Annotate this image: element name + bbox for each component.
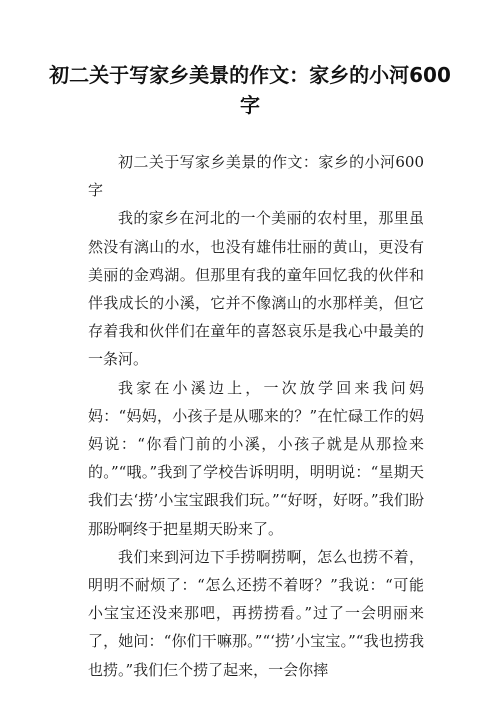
paragraph-subtitle: 初二关于写家乡美景的作文：家乡的小河600字 [88, 153, 424, 200]
paragraph: 我的家乡在河北的一个美丽的农村里，那里虽然没有漓山的水，也没有雄伟壮丽的黄山，更没有美丽的金鸡湖。但那里有我的童年回忆我的伙伴和伴我成长的小溪，它并不像漓山的水那样美，但它存着我和伙伴们在童年的喜怒哀乐是我心中最美的一条河。 [88, 209, 424, 369]
paragraph: 我们来到河边下手捞啊捞啊，怎么也捞不着，明明不耐烦了：“怎么还捞不着呀？”我说：“可能小宝宝还没来那吧，再捞捞看。”过了一会明丽来了，她问：“你们干嘛那。”“‘捞’小宝宝。”“我也捞我也捞。”我们仨个捞了起来，一会你摔 [88, 547, 424, 679]
paragraph: 我家在小溪边上，一次放学回来我问妈妈：“妈妈，小孩子是从哪来的？”在忙碌工作的妈妈说：“你看门前的小溪，小孩子就是从那捡来的。”“哦。”我到了学校告诉明明，明明说：“星期天我们去‘捞’小宝宝跟我们玩。”“好呀，好呀。”我们盼那盼啊终于把星期天盼来了。 [88, 378, 424, 538]
article-body [88, 148, 424, 684]
page-title: 初二关于写家乡美景的作文：家乡的小河600字 [49, 63, 451, 117]
